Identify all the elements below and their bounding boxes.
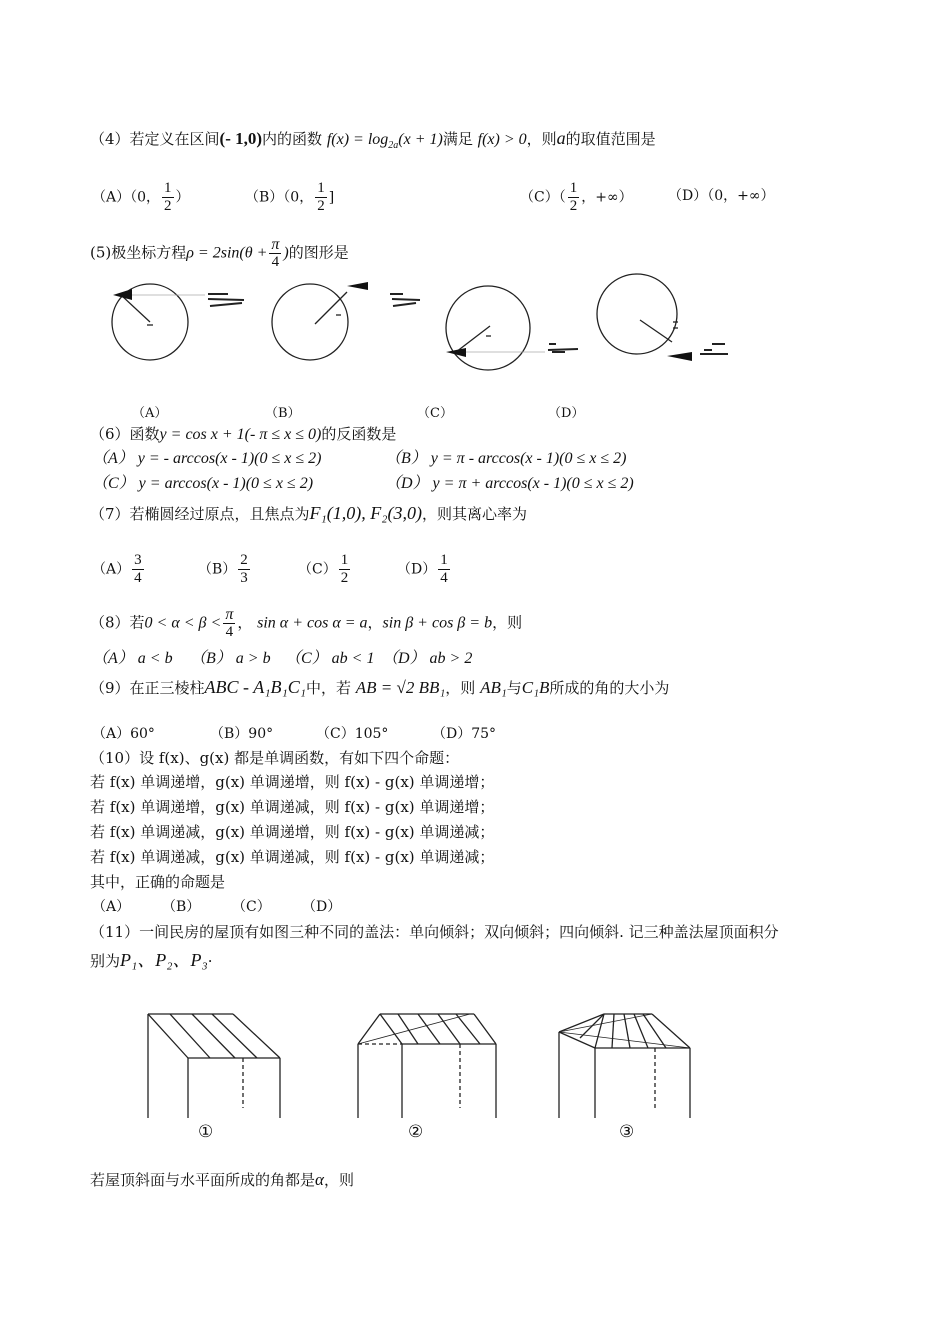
- q8-option-a: （A） a < b: [92, 650, 173, 667]
- q8-option-d: （D） ab > 2: [382, 650, 473, 667]
- figure-label-c: （C）: [417, 406, 453, 421]
- q6-option-c: （C） y = arccos(x - 1)(0 ≤ x ≤ 2): [92, 475, 314, 492]
- q9-stem: （9）在正三棱柱ABC - A₁B₁C₁中，若 AB = √2 BB₁，则 AB₁与C₁B所成的角的大小为: [90, 677, 670, 697]
- q8-option-b: （B） a > b: [190, 650, 271, 667]
- q10-proposition-1: 若 f(x) 单调递增，g(x) 单调递增，则 f(x) - g(x) 单调递增；: [90, 773, 495, 791]
- figure-d-circle: [597, 274, 677, 354]
- q9-option-a: （A）60°: [92, 726, 155, 742]
- q7-foci: F₁(1,0), F₂(3,0): [309, 503, 423, 523]
- polar-figures: [0, 270, 950, 410]
- q10-proposition-4: 若 f(x) 单调递减，g(x) 单调递减，则 f(x) - g(x) 单调递减；: [90, 848, 495, 866]
- q4-option-d: （D）（0，+∞）: [668, 188, 775, 204]
- q7-option-a: （A） $\frac{3}{4}$: [92, 552, 142, 586]
- q6-function: y = cos x + 1(- π ≤ x ≤ 0): [159, 426, 322, 443]
- roof-figures: [0, 1008, 950, 1128]
- q4-condition: f(x) > 0: [477, 131, 527, 148]
- figure-b-circle: [272, 284, 348, 360]
- q4-interval: (- 1,0): [219, 129, 263, 148]
- q8-option-c: （C） ab < 1: [285, 650, 375, 667]
- q4-option-b: （B）（0， $\frac{1}{2}$ ]: [245, 180, 335, 214]
- q6-option-d: （D） y = π + arccos(x - 1)(0 ≤ x ≤ 2): [385, 475, 634, 492]
- roof-label-1: ①: [198, 1122, 214, 1142]
- q9-option-d: （D）75°: [432, 726, 497, 742]
- q10-option-b: （B）: [162, 899, 201, 915]
- figure-label-b: （B）: [265, 406, 301, 421]
- q10-option-c: （C）: [232, 899, 271, 915]
- q5-stem: (5)极坐标方程ρ = 2sin(θ + $\frac{\pi}{4}$ )的图形是: [90, 236, 349, 270]
- q8-stem: （8）若0 < α < β < $\frac{\pi}{4}$ ， sin α + cos α = a，sin β + cos β = b，则: [90, 606, 523, 640]
- q9-option-b: （B）90°: [210, 726, 274, 742]
- q10-stem: （10）设 f(x)、g(x) 都是单调函数，有如下四个命题：: [90, 749, 460, 767]
- q4-option-a: （A）（0， $\frac{1}{2}$ ）: [92, 180, 190, 214]
- q7-option-c: （C） $\frac{1}{2}$: [298, 552, 349, 586]
- q11-stem-line1: （11）一间民房的屋顶有如图三种不同的盖法：单向倾斜；双向倾斜；四向倾斜. 记三种盖法屋顶面积分: [90, 923, 779, 941]
- roof-label-3: ③: [619, 1122, 635, 1142]
- q7-stem: （7）若椭圆经过原点，且焦点为F₁(1,0), F₂(3,0)，则其离心率为: [90, 503, 528, 523]
- q11-tail: 若屋顶斜面与水平面所成的角都是α，则: [90, 1170, 354, 1189]
- q10-question: 其中，正确的命题是: [90, 873, 226, 891]
- roof-figure-2: [358, 1014, 496, 1118]
- q4-stem: （4）若定义在区间(- 1,0)内的函数 $f(x) = \log_{2a}(x + 1)$满足 f(x) > 0，则a的取值范围是: [90, 128, 656, 151]
- roof-figure-1: [148, 1014, 280, 1118]
- q7-option-d: （D） $\frac{1}{4}$: [397, 552, 448, 586]
- q6-option-a: （A） y = - arccos(x - 1)(0 ≤ x ≤ 2): [92, 450, 322, 467]
- q10-option-a: （A）: [92, 899, 131, 915]
- q11-stem-line2: 别为P₁、P₂、P₃·: [90, 950, 213, 970]
- roof-figure-3: [559, 1014, 690, 1118]
- q4-option-c: （C）（ $\frac{1}{2}$ ，+∞）: [520, 180, 633, 214]
- roof-label-2: ②: [408, 1122, 424, 1142]
- q10-option-d: （D）: [302, 899, 342, 915]
- q6-option-b: （B） y = π - arccos(x - 1)(0 ≤ x ≤ 2): [385, 450, 627, 467]
- q6-stem: （6）函数y = cos x + 1(- π ≤ x ≤ 0)的反函数是: [90, 425, 397, 443]
- q4-func: f(x) = log: [326, 131, 389, 148]
- figure-label-d: （D）: [548, 406, 585, 421]
- q10-proposition-2: 若 f(x) 单调递增，g(x) 单调递减，则 f(x) - g(x) 单调递增；: [90, 798, 495, 816]
- q9-option-c: （C）105°: [316, 726, 389, 742]
- q9-prism: ABC - A₁B₁C₁: [204, 677, 306, 697]
- q10-proposition-3: 若 f(x) 单调递减，g(x) 单调递增，则 f(x) - g(x) 单调递减；: [90, 823, 495, 841]
- q7-option-b: （B） $\frac{2}{3}$: [198, 552, 248, 586]
- figure-label-a: （A）: [132, 406, 168, 421]
